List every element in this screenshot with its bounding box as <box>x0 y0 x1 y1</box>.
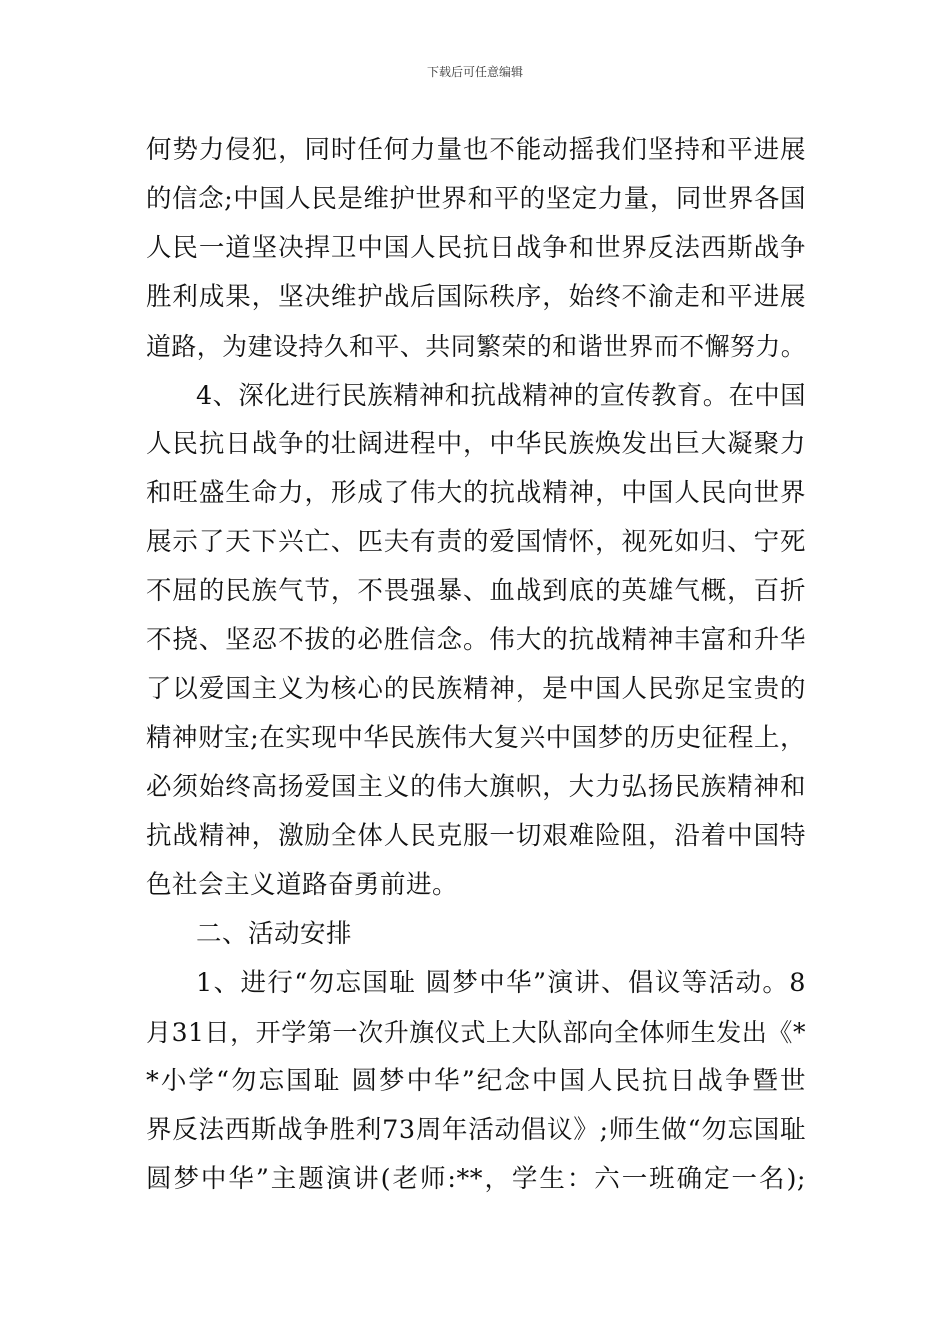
text-line: 人民抗日战争的壮阔进程中，中华民族焕发出巨大凝聚力 <box>146 429 806 459</box>
text-line: 1、进行“勿忘国耻 圆梦中华”演讲、倡议等活动。8 <box>196 968 806 998</box>
text-line: 何势力侵犯，同时任何力量也不能动摇我们坚持和平进展 <box>146 135 806 165</box>
text-line: 必须始终高扬爱国主义的伟大旗帜，大力弘扬民族精神和 <box>146 772 806 802</box>
text-line: 道路，为建设持久和平、共同繁荣的和谐世界而不懈努力。 <box>146 332 807 361</box>
text-line: 精神财宝;在实现中华民族伟大复兴中国梦的历史征程上， <box>146 723 806 753</box>
page-header-note: 下载后可任意编辑 <box>426 65 523 79</box>
text-line: 4、深化进行民族精神和抗战精神的宣传教育。在中国 <box>196 381 806 410</box>
text-line: 人民一道坚决捍卫中国人民抗日战争和世界反法西斯战争 <box>146 233 806 263</box>
text-line: 月31日，开学第一次升旗仪式上大队部向全体师生发出《* <box>146 1018 806 1047</box>
text-line: 界反法西斯战争胜利73周年活动倡议》;师生做“勿忘国耻 <box>146 1115 806 1145</box>
text-line: 色社会主义道路奋勇前进。 <box>146 870 459 900</box>
text-line: 不屈的民族气节，不畏强暴、血战到底的英雄气概，百折 <box>146 576 806 606</box>
text-line: 胜利成果，坚决维护战后国际秩序，始终不渝走和平进展 <box>146 282 806 312</box>
text-line: 和旺盛生命力，形成了伟大的抗战精神，中国人民向世界 <box>146 478 806 508</box>
text-line: 展示了天下兴亡、匹夫有责的爱国情怀，视死如归、宁死 <box>146 527 806 557</box>
text-line: 不挠、坚忍不拔的必胜信念。伟大的抗战精神丰富和升华 <box>146 625 806 655</box>
text-line: 的信念;中国人民是维护世界和平的坚定力量，同世界各国 <box>146 184 806 214</box>
text-line: *小学“勿忘国耻 圆梦中华”纪念中国人民抗日战争暨世 <box>146 1066 806 1096</box>
text-line: 抗战精神，激励全体人民克服一切艰难险阻，沿着中国特 <box>146 821 806 851</box>
document-body <box>146 126 806 1204</box>
text-line: 圆梦中华”主题演讲(老师:**，学生：六一班确定一名); <box>146 1164 806 1194</box>
text-line: 了以爱国主义为核心的民族精神，是中国人民弥足宝贵的 <box>146 674 806 704</box>
text-line: 二、活动安排 <box>196 919 353 949</box>
